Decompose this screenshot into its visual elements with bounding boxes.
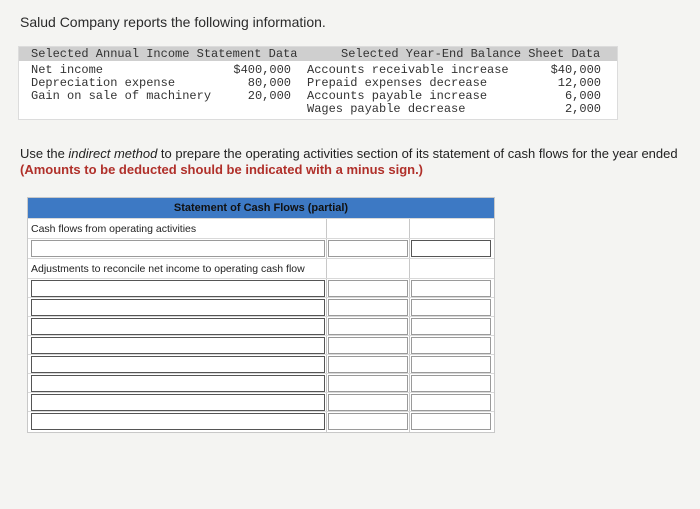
instruction-text: [20, 146, 678, 161]
description-input-3[interactable]: [31, 318, 325, 335]
income-label-1: Depreciation expense: [31, 76, 176, 90]
description-input-7[interactable]: [31, 394, 325, 411]
total-input-8[interactable]: [411, 413, 491, 430]
balance-data-header: Selected Year-End Balance Sheet Data: [341, 47, 601, 61]
row-input-7: [28, 392, 494, 412]
amount-input-8[interactable]: [328, 413, 408, 430]
balance-label-0: Accounts receivable increase: [307, 63, 509, 77]
balance-label-3: Wages payable decrease: [307, 102, 466, 116]
total-input-3[interactable]: [411, 318, 491, 335]
given-data-box: [18, 46, 618, 120]
row-input-4: [28, 335, 494, 355]
income-value-1: 80,000: [247, 76, 291, 90]
amount-input-3[interactable]: [328, 318, 408, 335]
amount-input-2[interactable]: [328, 299, 408, 316]
minus-sign-note: (Amounts to be deducted should be indicated with a minus sign.): [20, 162, 424, 177]
description-input-8[interactable]: [31, 413, 325, 430]
total-input-2[interactable]: [411, 299, 491, 316]
row-input-6: [28, 373, 494, 393]
income-label-2: Gain on sale of machinery: [31, 89, 212, 103]
description-input-4[interactable]: [31, 337, 325, 354]
row-section-adjustments: [28, 258, 494, 278]
worksheet-title: Statement of Cash Flows (partial): [28, 198, 494, 218]
total-input-5[interactable]: [411, 356, 491, 373]
amount-input-6[interactable]: [328, 375, 408, 392]
row-input-5: [28, 354, 494, 374]
instruction-post: to prepare the operating activities section of its statement of cash flows for the year ended: [157, 146, 678, 161]
amount-input-0[interactable]: [328, 240, 408, 257]
balance-label-1: Prepaid expenses decrease: [307, 76, 488, 90]
section-adjustments-label: Adjustments to reconcile net income to operating cash flow: [31, 263, 305, 275]
total-input-1[interactable]: [411, 280, 491, 297]
amount-input-7[interactable]: [328, 394, 408, 411]
balance-label-2: Accounts payable increase: [307, 89, 488, 103]
row-input-1: [28, 278, 494, 298]
row-section-operating: [28, 218, 494, 238]
income-value-2: 20,000: [247, 89, 291, 103]
income-label-0: Net income: [31, 63, 104, 77]
income-value-0: $400,000: [233, 63, 291, 77]
row-input-8: [28, 411, 494, 431]
row-input-0: [28, 238, 494, 258]
description-input-5[interactable]: [31, 356, 325, 373]
cash-flow-worksheet: [27, 197, 495, 433]
row-input-2: [28, 297, 494, 317]
instruction-emphasis: indirect method: [68, 146, 158, 161]
balance-value-3: 2,000: [564, 102, 601, 116]
description-input-1[interactable]: [31, 280, 325, 297]
total-input-6[interactable]: [411, 375, 491, 392]
amount-input-5[interactable]: [328, 356, 408, 373]
section-operating-label: Cash flows from operating activities: [31, 223, 197, 235]
total-input-0[interactable]: [411, 240, 491, 257]
total-input-4[interactable]: [411, 337, 491, 354]
amount-input-4[interactable]: [328, 337, 408, 354]
balance-value-2: 6,000: [564, 89, 601, 103]
instruction-pre: Use the: [20, 146, 69, 161]
total-input-7[interactable]: [411, 394, 491, 411]
balance-value-1: 12,000: [557, 76, 601, 90]
description-input-2[interactable]: [31, 299, 325, 316]
row-input-3: [28, 316, 494, 336]
income-data-header: Selected Annual Income Statement Data: [31, 47, 298, 61]
intro-text: Salud Company reports the following information.: [20, 14, 326, 30]
description-input-6[interactable]: [31, 375, 325, 392]
balance-value-0: $40,000: [550, 63, 601, 77]
description-input-0[interactable]: [31, 240, 325, 257]
amount-input-1[interactable]: [328, 280, 408, 297]
